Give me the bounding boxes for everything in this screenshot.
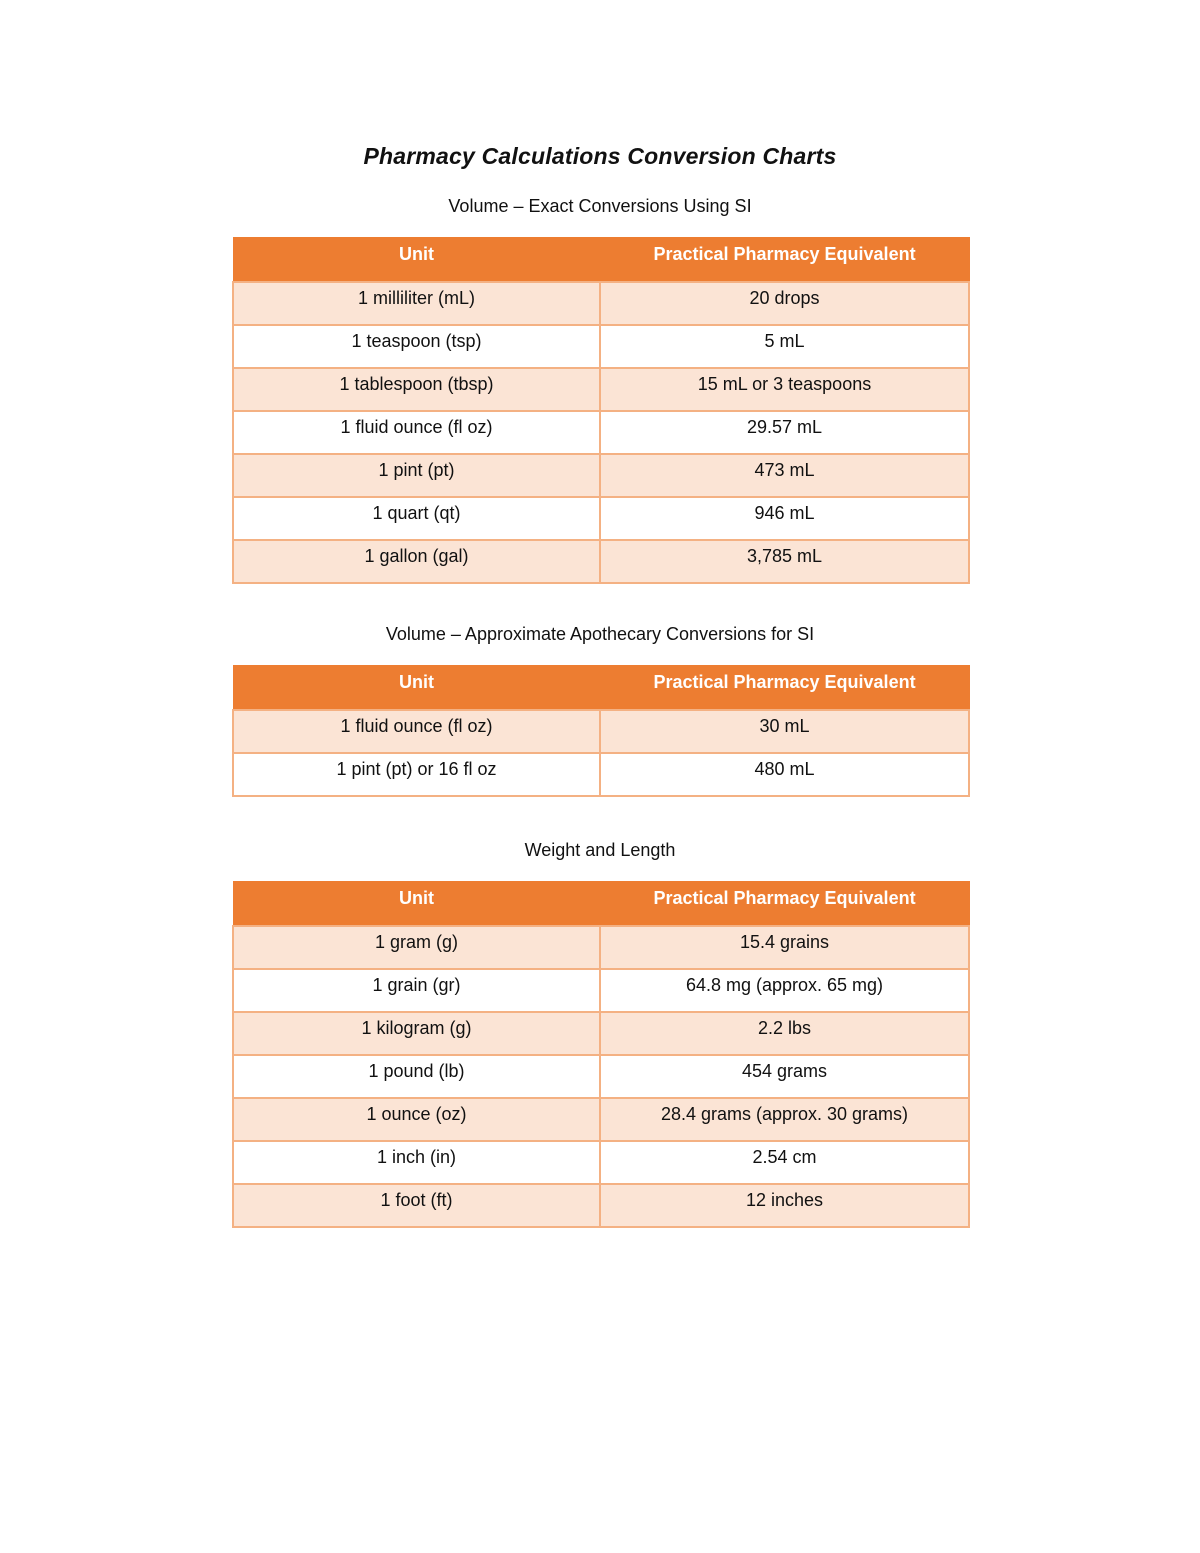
unit-cell: 1 pound (lb) — [233, 1055, 600, 1098]
equivalent-cell: 473 mL — [600, 454, 969, 497]
section-caption-volume-exact: Volume – Exact Conversions Using SI — [448, 196, 752, 216]
table-row — [233, 969, 969, 1012]
table-row — [233, 753, 969, 796]
unit-cell: 1 quart (qt) — [233, 497, 600, 540]
table-row — [233, 454, 969, 497]
equivalent-cell: 15.4 grains — [600, 926, 969, 969]
unit-cell: 1 foot (ft) — [233, 1184, 600, 1227]
equivalent-cell: 2.54 cm — [600, 1141, 969, 1184]
equivalent-cell: 946 mL — [600, 497, 969, 540]
table-row — [233, 540, 969, 583]
unit-cell: 1 ounce (oz) — [233, 1098, 600, 1141]
unit-cell: 1 kilogram (g) — [233, 1012, 600, 1055]
column-header-equivalent: Practical Pharmacy Equivalent — [600, 882, 969, 927]
column-header-unit: Unit — [233, 666, 600, 711]
unit-cell: 1 gram (g) — [233, 926, 600, 969]
equivalent-cell: 28.4 grams (approx. 30 grams) — [600, 1098, 969, 1141]
section-caption-volume-apothecary: Volume – Approximate Apothecary Conversions for SI — [385, 624, 815, 644]
equivalent-cell: 5 mL — [600, 325, 969, 368]
table-row — [233, 1055, 969, 1098]
table-header-row — [233, 238, 969, 283]
unit-cell: 1 inch (in) — [233, 1141, 600, 1184]
section-caption-weight-length: Weight and Length — [524, 840, 676, 860]
equivalent-cell: 30 mL — [600, 710, 969, 753]
unit-cell: 1 fluid ounce (fl oz) — [233, 411, 600, 454]
table-row — [233, 325, 969, 368]
table-row — [233, 411, 969, 454]
equivalent-cell: 2.2 lbs — [600, 1012, 969, 1055]
equivalent-cell: 12 inches — [600, 1184, 969, 1227]
table-row — [233, 710, 969, 753]
unit-cell: 1 pint (pt) — [233, 454, 600, 497]
page-title: Pharmacy Calculations Conversion Charts — [363, 143, 837, 169]
equivalent-cell: 15 mL or 3 teaspoons — [600, 368, 969, 411]
unit-cell: 1 grain (gr) — [233, 969, 600, 1012]
table-volume-apothecary — [232, 665, 970, 797]
column-header-equivalent: Practical Pharmacy Equivalent — [600, 238, 969, 283]
unit-cell: 1 pint (pt) or 16 fl oz — [233, 753, 600, 796]
unit-cell: 1 tablespoon (tbsp) — [233, 368, 600, 411]
table-row — [233, 1012, 969, 1055]
table-row — [233, 368, 969, 411]
column-header-unit: Unit — [233, 882, 600, 927]
equivalent-cell: 64.8 mg (approx. 65 mg) — [600, 969, 969, 1012]
unit-cell: 1 teaspoon (tsp) — [233, 325, 600, 368]
table-weight-length — [232, 881, 970, 1228]
table-row — [233, 926, 969, 969]
table-row — [233, 1184, 969, 1227]
table-volume-exact — [232, 237, 970, 584]
equivalent-cell: 454 grams — [600, 1055, 969, 1098]
unit-cell: 1 milliliter (mL) — [233, 282, 600, 325]
equivalent-cell: 29.57 mL — [600, 411, 969, 454]
table-header-row — [233, 666, 969, 711]
equivalent-cell: 20 drops — [600, 282, 969, 325]
equivalent-cell: 480 mL — [600, 753, 969, 796]
table-row — [233, 282, 969, 325]
unit-cell: 1 fluid ounce (fl oz) — [233, 710, 600, 753]
table-row — [233, 1098, 969, 1141]
table-row — [233, 1141, 969, 1184]
equivalent-cell: 3,785 mL — [600, 540, 969, 583]
table-header-row — [233, 882, 969, 927]
table-row — [233, 497, 969, 540]
column-header-unit: Unit — [233, 238, 600, 283]
unit-cell: 1 gallon (gal) — [233, 540, 600, 583]
column-header-equivalent: Practical Pharmacy Equivalent — [600, 666, 969, 711]
